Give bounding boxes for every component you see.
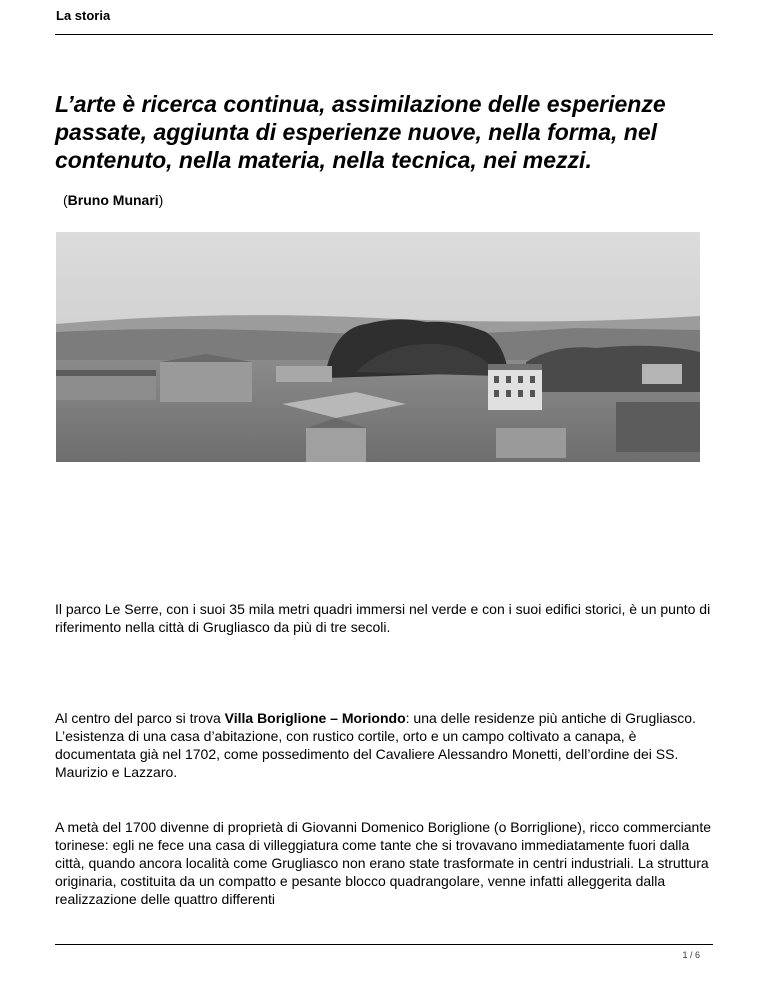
header-title: La storia: [56, 8, 111, 23]
page-number: 1 / 6: [682, 950, 700, 960]
quote-line-2: passate, aggiunta di esperienze nuove, nella forma, nel: [55, 119, 658, 145]
paragraph-3: A metà del 1700 divenne di proprietà di Giovanni Domenico Boriglione (o Borriglione), ricco commerciante torinese: egli ne fece una casa di villeggiatura come tante che si trovavano immediatamente fuori dalla città, quando ancora località come Grugliasco non erano state trasformate in centri industriali. La struttura originaria, costituita da un compatto e pesante blocco quadrangolare, venne infatti alleggerita dalla realizzazione delle quattro differenti: [55, 819, 712, 907]
paragraph-1: Il parco Le Serre, con i suoi 35 mila metri quadri immersi nel verde e con i suoi edifici storici, è un punto di riferimento nella città di Grugliasco da più di tre secoli.: [55, 601, 711, 635]
header-divider: [55, 34, 713, 35]
historic-photo: [56, 232, 700, 462]
author-open-paren: (: [63, 192, 68, 208]
paragraph-2-intro: Al centro del parco si trova: [55, 710, 225, 726]
quote-line-1: L’arte è ricerca continua, assimilazione delle esperienze: [55, 91, 666, 117]
quote-heading: [55, 90, 735, 174]
author-close-paren: ): [158, 192, 164, 208]
quote-line-3: contenuto, nella materia, nella tecnica, nei mezzi.: [55, 147, 592, 173]
paragraph-2: [55, 709, 715, 781]
paragraph-2-body: : una delle residenze più antiche di Grugliasco. L’esistenza di una casa d’abitazione, con rustico cortile, orto e un campo coltivato a canapa, è documentata già nel 1702, come possedimento del Cavaliere Alessandro Monetti, dell’ordine dei SS. Maurizio e Lazzaro.: [55, 710, 696, 780]
author-name: Bruno Munari: [67, 192, 159, 208]
quote-author: [63, 192, 163, 208]
footer-divider: [55, 944, 713, 945]
villa-name: Villa Boriglione – Moriondo: [224, 710, 406, 726]
